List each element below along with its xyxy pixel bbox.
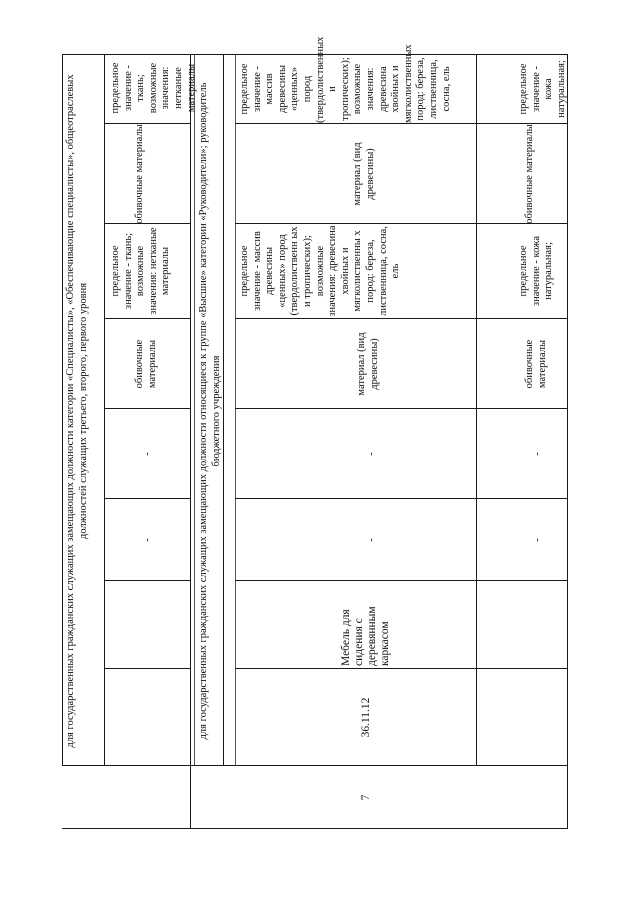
rule-group2-header — [223, 54, 224, 766]
g2r1-dash-2: - — [366, 452, 377, 456]
g2r2-char-a: обивочные материалы — [524, 339, 548, 389]
g2r2-dash-1: - — [532, 538, 543, 542]
rule-row2-start — [476, 54, 477, 766]
rule-valb-g2 — [235, 123, 567, 124]
rule-bottom — [567, 54, 568, 829]
g2r1-char-a: материал (вид древесины) — [356, 332, 380, 396]
group-leaders-header: для государственных гражданских служащих замещающих должности относящиеся к группе «Высшие» категории «Руководители»; руководитель бюджетного учреждения — [198, 82, 222, 740]
group-specialists-header: для государственных гражданских служащих замещающих должности категории «Специалисты», «Обеспечивающие специалисты», общеотраслевых должностей служащих третьего, второго, первого уровня — [65, 74, 89, 748]
rule-name-g2 — [235, 668, 567, 669]
rule-group2-subrow — [235, 54, 236, 766]
g2r2-dash-2: - — [532, 452, 543, 456]
rule-chara-g2 — [235, 408, 567, 409]
g2r2-value-b: предельное значение - кожа натуральная; — [518, 60, 567, 118]
g1-dash-2: - — [142, 452, 153, 456]
g1-value-a: предельное значение - ткань; возможные значения: нетканые материалы — [110, 227, 172, 315]
g1-value-b: предельное значение - ткань; возможные значения: нетканые материалы — [110, 62, 197, 114]
rule-group1-end — [190, 54, 191, 829]
g1-char-a: обивочные материалы — [134, 339, 158, 389]
g2r2-char-b: обивочные материалы — [524, 124, 535, 224]
okpd-code: 36.11.12 — [360, 697, 372, 738]
rule-dash2-g2 — [235, 498, 567, 499]
rule-vala-g2 — [235, 318, 567, 319]
rule-num-code — [62, 765, 567, 766]
rule-top — [62, 54, 63, 766]
g2r1-value-a: предельное значение - массив древесины «ценных» пород (твердолиственн ых и тропических); возможные значения: древесина хвойных и мягколиственны х пород: береза, лиственница, сосна, ель — [239, 225, 402, 317]
row-number: 7 — [360, 794, 372, 801]
g1-char-b: обивочные материалы — [134, 124, 145, 224]
rule-left — [62, 828, 567, 829]
g2r1-char-b: материал (вид древесины) — [352, 142, 376, 206]
g2r1-value-b: предельное значение - массив древесины «ценных» пород (твердолиственных и тропических); возможные значения: древесина хвойных и мягколиственных пород: береза, лиственница, сосна, ель — [239, 36, 452, 123]
rule-group1-end-double — [194, 54, 195, 766]
rule-charb-g2 — [235, 223, 567, 224]
g2r1-dash-1: - — [366, 538, 377, 542]
item-name: Мебель для сидения с деревянным каркасом — [340, 606, 391, 666]
rule-group1-header — [104, 54, 105, 766]
rule-name-g1 — [104, 668, 190, 669]
rotated-table-page — [62, 36, 567, 829]
g1-dash-1: - — [142, 538, 153, 542]
rule-valb-g1 — [104, 123, 190, 124]
g2r2-value-a: предельное значение - кожа натуральная; — [518, 235, 555, 307]
rule-charb-g1 — [104, 223, 190, 224]
rule-dash1-g2 — [235, 580, 567, 581]
